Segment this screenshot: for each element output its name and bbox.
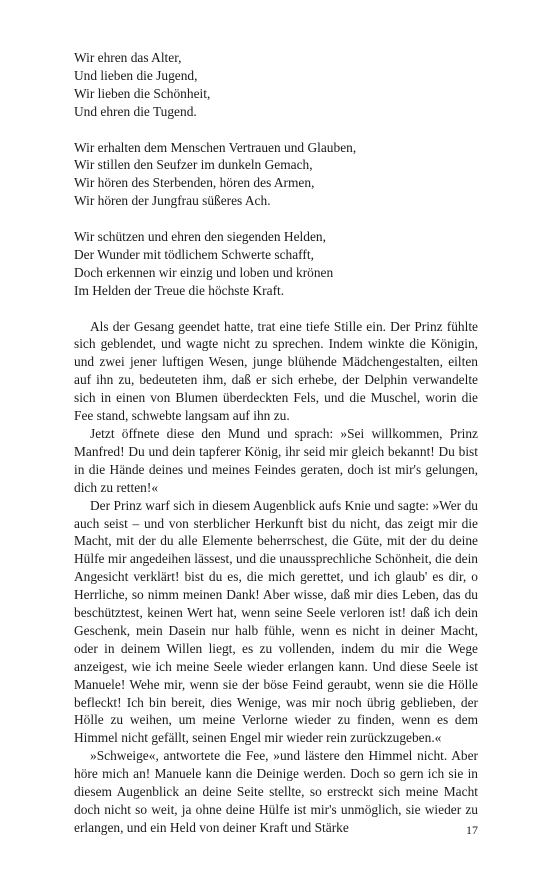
poem-stanza-2 (74, 139, 478, 211)
verse-line: Und lieben die Jugend, (74, 67, 198, 83)
page-number: 17 (466, 823, 478, 837)
verse-line: Und ehren die Tugend. (74, 103, 197, 119)
prose-paragraph-3: Der Prinz warf sich in diesem Augenblick aufs Knie und sagte: »Wer du auch seist – und von sterblicher Herkunft bist du nicht, das zeigt mir die Macht, mit der du alle Elemente beherrschest, die Güte, mit der du deine Hülfe mir angedeihen lässest, und die unaussprechliche Schönheit, die dein Angesicht verklärt! bist du es, die mich gerettet, und ich glaub' es dir, o Herrliche, so nimm meinen Dank! Aber wisse, daß mir dies Leben, das du beschütztest, keinen Wert hat, wenn seine Seele verloren ist! daß ich dein Geschenk, mein Dasein nur halb fühle, wenn es nicht in deiner Macht, oder in deinem Willen liegt, es zu vollenden, indem du mir die Wege anzeigest, wie ich meine Seele wieder erlangen kann. Und diese Seele ist Manuele! Wehe mir, wenn sie der böse Feind geraubt, wenn sie die Hölle befleckt! Ich bin bereit, dies Wenige, was mir noch übrig geblieben, der Hölle zu weihen, um meine Verlorne wieder zu finden, wenn es dem Himmel nicht gefällt, seinen Engel mir wieder rein zurückzugeben.« (74, 497, 478, 746)
verse-line: Wir erhalten dem Menschen Vertrauen und Glauben, (74, 139, 357, 155)
page-text (74, 49, 478, 837)
prose-paragraph-1: Als der Gesang geendet hatte, trat eine tiefe Stille ein. Der Prinz fühlte sich geblendet, und wagte nicht zu sprechen. Indem winkte die Königin, und zwei jener luftigen Wesen, junge blühende Mädchengestalten, eilten auf ihn zu, bedeuteten ihm, daß er sich erhebe, der Delphin verwandelte sich in einen von Blumen überdeckten Fels, und die Muschel, worin die Fee stand, schwebte langsam auf ihn zu. (74, 318, 478, 424)
verse-line: Wir ehren das Alter, (74, 50, 182, 65)
verse-line: Doch erkennen wir einzig und loben und krönen (74, 264, 334, 280)
poem-stanza-1 (74, 49, 478, 121)
verse-line: Wir lieben die Schönheit, (74, 85, 211, 101)
verse-line: Im Helden der Treue die höchste Kraft. (74, 282, 285, 298)
verse-line: Wir schützen und ehren den siegenden Helden, (74, 229, 326, 245)
prose-paragraph-4: »Schweige«, antwortete die Fee, »und lästere den Himmel nicht. Aber höre mich an! Manuele kann die Deinige werden. Doch so gern ich sie in diesem Augenblick an deine Seite stellte, so erstreckt sich meine Macht doch nicht so weit, ja ohne deine Hülfe ist mir's unmöglich, sie wieder zu erlangen, und ein Held von deiner Kraft und Stärke (74, 748, 478, 835)
verse-line: Wir hören des Sterbenden, hören des Armen, (74, 175, 315, 191)
verse-line: Wir hören der Jungfrau süßeres Ach. (74, 193, 271, 209)
verse-line: Der Wunder mit tödlichem Schwerte schafft, (74, 246, 314, 262)
verse-line: Wir stillen den Seufzer im dunkeln Gemach, (74, 157, 313, 173)
poem-stanza-3 (74, 228, 478, 300)
prose-paragraph-2: Jetzt öffnete diese den Mund und sprach: »Sei willkommen, Prinz Manfred! Du und dein tapferer König, ihr seid mir gleich bekannt! Du bist in die Hände deines und meines Feindes geraten, doch ist mir's gelungen, dich zu retten!« (74, 425, 478, 495)
